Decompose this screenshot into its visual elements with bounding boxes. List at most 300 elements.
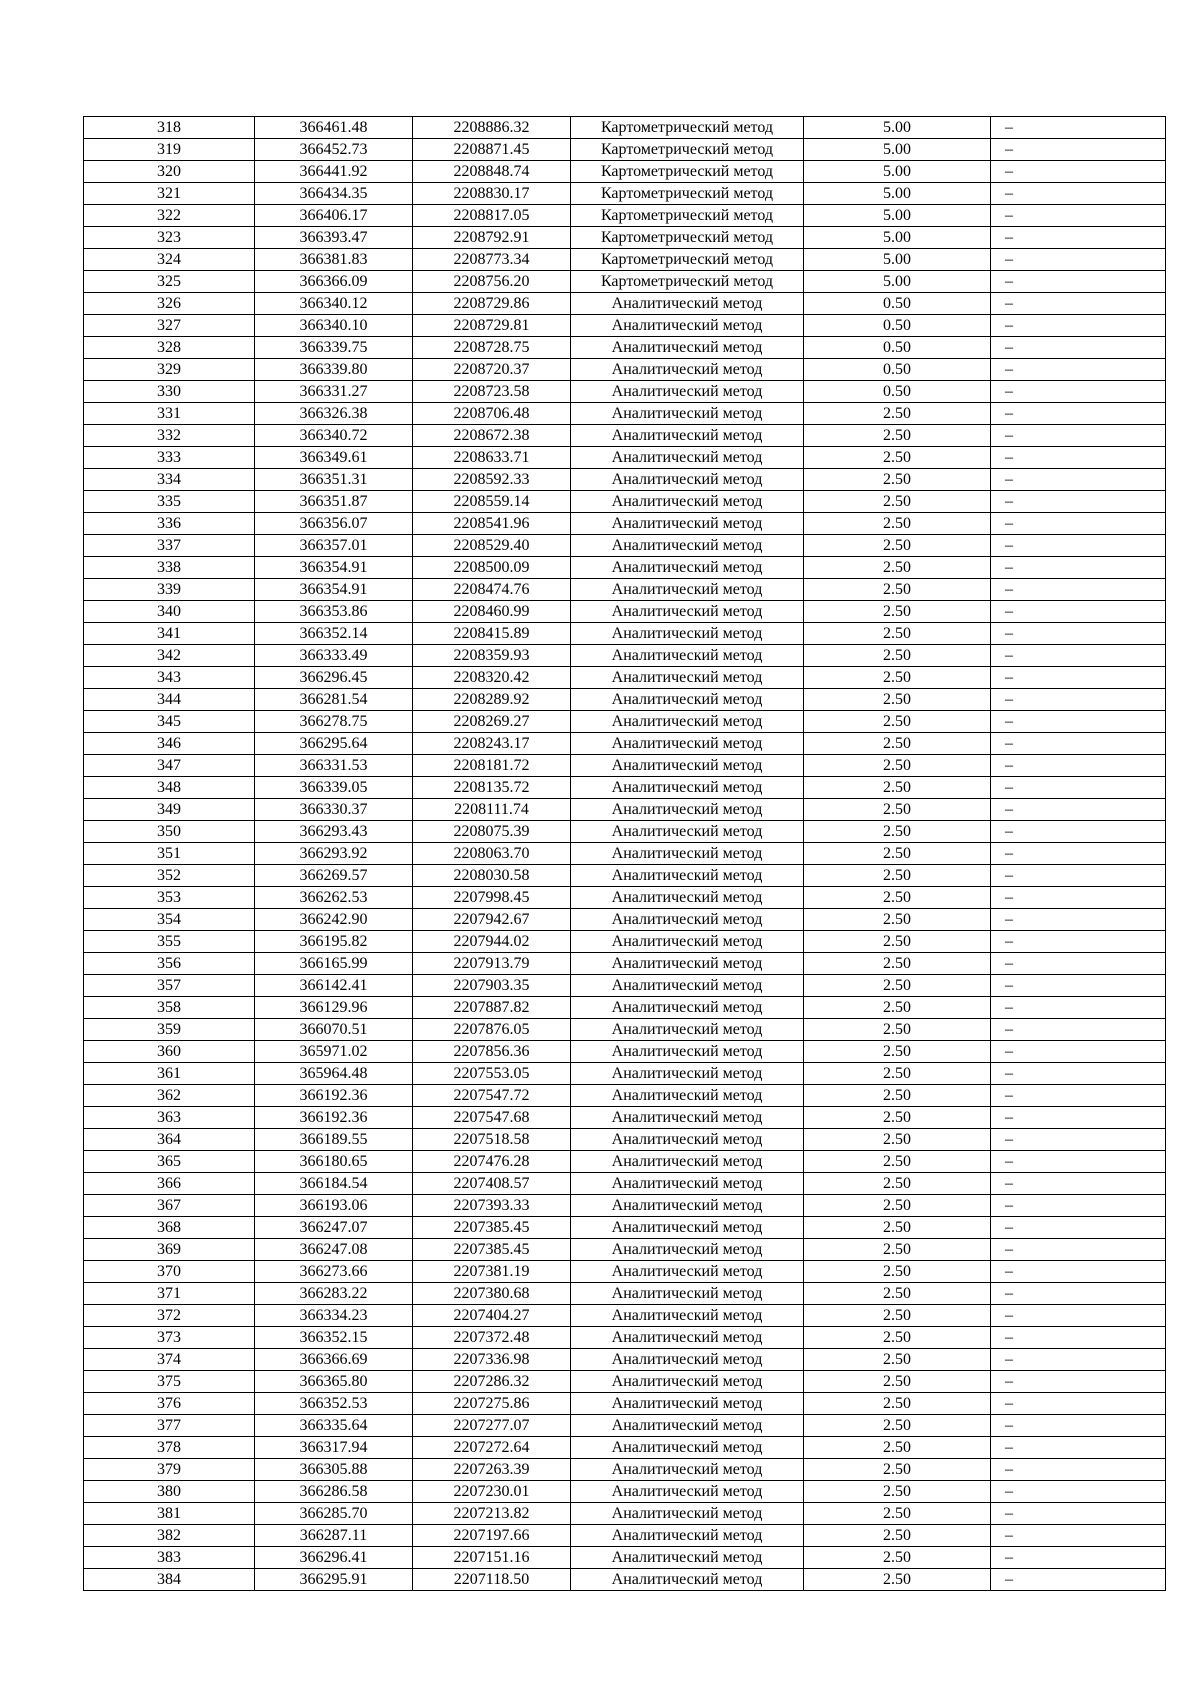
x-coordinate-cell: 366340.10 bbox=[255, 315, 413, 337]
x-coordinate-cell: 366357.01 bbox=[255, 535, 413, 557]
x-coordinate-cell: 366165.99 bbox=[255, 953, 413, 975]
description-cell: – bbox=[991, 1547, 1166, 1569]
accuracy-cell: 0.50 bbox=[804, 315, 991, 337]
accuracy-cell: 2.50 bbox=[804, 579, 991, 601]
y-coordinate-cell: 2207272.64 bbox=[413, 1437, 571, 1459]
description-cell: – bbox=[991, 645, 1166, 667]
table-row bbox=[84, 1041, 1166, 1063]
y-coordinate-cell: 2208320.42 bbox=[413, 667, 571, 689]
table-row bbox=[84, 381, 1166, 403]
description-cell: – bbox=[991, 909, 1166, 931]
x-coordinate-cell: 366192.36 bbox=[255, 1085, 413, 1107]
description-cell: – bbox=[991, 1195, 1166, 1217]
point-number-cell: 372 bbox=[84, 1305, 255, 1327]
document-page bbox=[83, 116, 1165, 1591]
x-coordinate-cell: 366461.48 bbox=[255, 117, 413, 139]
table-row bbox=[84, 821, 1166, 843]
x-coordinate-cell: 366366.09 bbox=[255, 271, 413, 293]
x-coordinate-cell: 366242.90 bbox=[255, 909, 413, 931]
y-coordinate-cell: 2208729.81 bbox=[413, 315, 571, 337]
method-cell: Аналитический метод bbox=[571, 1283, 804, 1305]
description-cell: – bbox=[991, 425, 1166, 447]
table-row bbox=[84, 1525, 1166, 1547]
method-cell: Аналитический метод bbox=[571, 1217, 804, 1239]
method-cell: Аналитический метод bbox=[571, 799, 804, 821]
point-number-cell: 335 bbox=[84, 491, 255, 513]
point-number-cell: 346 bbox=[84, 733, 255, 755]
point-number-cell: 323 bbox=[84, 227, 255, 249]
description-cell: – bbox=[991, 359, 1166, 381]
table-row bbox=[84, 777, 1166, 799]
x-coordinate-cell: 366296.45 bbox=[255, 667, 413, 689]
method-cell: Аналитический метод bbox=[571, 1547, 804, 1569]
accuracy-cell: 2.50 bbox=[804, 1547, 991, 1569]
description-cell: – bbox=[991, 821, 1166, 843]
description-cell: – bbox=[991, 1327, 1166, 1349]
method-cell: Аналитический метод bbox=[571, 997, 804, 1019]
accuracy-cell: 2.50 bbox=[804, 403, 991, 425]
description-cell: – bbox=[991, 1283, 1166, 1305]
y-coordinate-cell: 2208181.72 bbox=[413, 755, 571, 777]
description-cell: – bbox=[991, 1173, 1166, 1195]
accuracy-cell: 5.00 bbox=[804, 205, 991, 227]
accuracy-cell: 2.50 bbox=[804, 1481, 991, 1503]
point-number-cell: 371 bbox=[84, 1283, 255, 1305]
description-cell: – bbox=[991, 293, 1166, 315]
table-row bbox=[84, 865, 1166, 887]
point-number-cell: 358 bbox=[84, 997, 255, 1019]
x-coordinate-cell: 366441.92 bbox=[255, 161, 413, 183]
y-coordinate-cell: 2208706.48 bbox=[413, 403, 571, 425]
accuracy-cell: 2.50 bbox=[804, 667, 991, 689]
table-row bbox=[84, 469, 1166, 491]
table-row bbox=[84, 1393, 1166, 1415]
accuracy-cell: 5.00 bbox=[804, 139, 991, 161]
table-row bbox=[84, 623, 1166, 645]
x-coordinate-cell: 366192.36 bbox=[255, 1107, 413, 1129]
description-cell: – bbox=[991, 1503, 1166, 1525]
accuracy-cell: 5.00 bbox=[804, 117, 991, 139]
point-number-cell: 336 bbox=[84, 513, 255, 535]
point-number-cell: 380 bbox=[84, 1481, 255, 1503]
table-row bbox=[84, 139, 1166, 161]
x-coordinate-cell: 366352.15 bbox=[255, 1327, 413, 1349]
y-coordinate-cell: 2208500.09 bbox=[413, 557, 571, 579]
description-cell: – bbox=[991, 1041, 1166, 1063]
method-cell: Аналитический метод bbox=[571, 513, 804, 535]
table-row bbox=[84, 337, 1166, 359]
table-row bbox=[84, 667, 1166, 689]
point-number-cell: 328 bbox=[84, 337, 255, 359]
y-coordinate-cell: 2208886.32 bbox=[413, 117, 571, 139]
method-cell: Аналитический метод bbox=[571, 601, 804, 623]
y-coordinate-cell: 2208720.37 bbox=[413, 359, 571, 381]
accuracy-cell: 2.50 bbox=[804, 601, 991, 623]
y-coordinate-cell: 2208848.74 bbox=[413, 161, 571, 183]
x-coordinate-cell: 366070.51 bbox=[255, 1019, 413, 1041]
method-cell: Аналитический метод bbox=[571, 711, 804, 733]
description-cell: – bbox=[991, 1261, 1166, 1283]
description-cell: – bbox=[991, 469, 1166, 491]
description-cell: – bbox=[991, 557, 1166, 579]
method-cell: Аналитический метод bbox=[571, 1481, 804, 1503]
point-number-cell: 345 bbox=[84, 711, 255, 733]
accuracy-cell: 2.50 bbox=[804, 1107, 991, 1129]
description-cell: – bbox=[991, 1459, 1166, 1481]
method-cell: Картометрический метод bbox=[571, 271, 804, 293]
point-number-cell: 350 bbox=[84, 821, 255, 843]
point-number-cell: 357 bbox=[84, 975, 255, 997]
table-row bbox=[84, 1217, 1166, 1239]
table-row bbox=[84, 1415, 1166, 1437]
description-cell: – bbox=[991, 535, 1166, 557]
method-cell: Аналитический метод bbox=[571, 777, 804, 799]
table-row bbox=[84, 293, 1166, 315]
point-number-cell: 361 bbox=[84, 1063, 255, 1085]
point-number-cell: 324 bbox=[84, 249, 255, 271]
point-number-cell: 344 bbox=[84, 689, 255, 711]
y-coordinate-cell: 2207393.33 bbox=[413, 1195, 571, 1217]
y-coordinate-cell: 2207381.19 bbox=[413, 1261, 571, 1283]
table-row bbox=[84, 161, 1166, 183]
table-row bbox=[84, 1151, 1166, 1173]
point-number-cell: 360 bbox=[84, 1041, 255, 1063]
accuracy-cell: 5.00 bbox=[804, 227, 991, 249]
accuracy-cell: 2.50 bbox=[804, 997, 991, 1019]
x-coordinate-cell: 366305.88 bbox=[255, 1459, 413, 1481]
table-row bbox=[84, 1503, 1166, 1525]
method-cell: Аналитический метод bbox=[571, 887, 804, 909]
accuracy-cell: 2.50 bbox=[804, 1019, 991, 1041]
point-number-cell: 334 bbox=[84, 469, 255, 491]
description-cell: – bbox=[991, 271, 1166, 293]
accuracy-cell: 2.50 bbox=[804, 777, 991, 799]
y-coordinate-cell: 2207408.57 bbox=[413, 1173, 571, 1195]
method-cell: Аналитический метод bbox=[571, 579, 804, 601]
table-row bbox=[84, 249, 1166, 271]
point-number-cell: 378 bbox=[84, 1437, 255, 1459]
accuracy-cell: 2.50 bbox=[804, 1239, 991, 1261]
table-row bbox=[84, 1063, 1166, 1085]
x-coordinate-cell: 366326.38 bbox=[255, 403, 413, 425]
method-cell: Аналитический метод bbox=[571, 865, 804, 887]
method-cell: Аналитический метод bbox=[571, 447, 804, 469]
table-row bbox=[84, 909, 1166, 931]
method-cell: Аналитический метод bbox=[571, 359, 804, 381]
x-coordinate-cell: 366317.94 bbox=[255, 1437, 413, 1459]
method-cell: Картометрический метод bbox=[571, 117, 804, 139]
method-cell: Аналитический метод bbox=[571, 1415, 804, 1437]
accuracy-cell: 2.50 bbox=[804, 491, 991, 513]
y-coordinate-cell: 2207856.36 bbox=[413, 1041, 571, 1063]
y-coordinate-cell: 2207277.07 bbox=[413, 1415, 571, 1437]
x-coordinate-cell: 366381.83 bbox=[255, 249, 413, 271]
x-coordinate-cell: 366293.92 bbox=[255, 843, 413, 865]
method-cell: Аналитический метод bbox=[571, 425, 804, 447]
y-coordinate-cell: 2207118.50 bbox=[413, 1569, 571, 1591]
point-number-cell: 370 bbox=[84, 1261, 255, 1283]
method-cell: Аналитический метод bbox=[571, 931, 804, 953]
method-cell: Аналитический метод bbox=[571, 667, 804, 689]
point-number-cell: 354 bbox=[84, 909, 255, 931]
table-row bbox=[84, 447, 1166, 469]
point-number-cell: 330 bbox=[84, 381, 255, 403]
x-coordinate-cell: 366295.64 bbox=[255, 733, 413, 755]
x-coordinate-cell: 366262.53 bbox=[255, 887, 413, 909]
method-cell: Аналитический метод bbox=[571, 1019, 804, 1041]
point-number-cell: 352 bbox=[84, 865, 255, 887]
point-number-cell: 321 bbox=[84, 183, 255, 205]
table-row bbox=[84, 1305, 1166, 1327]
method-cell: Аналитический метод bbox=[571, 337, 804, 359]
accuracy-cell: 2.50 bbox=[804, 513, 991, 535]
y-coordinate-cell: 2207275.86 bbox=[413, 1393, 571, 1415]
table-row bbox=[84, 579, 1166, 601]
x-coordinate-cell: 366393.47 bbox=[255, 227, 413, 249]
accuracy-cell: 2.50 bbox=[804, 887, 991, 909]
method-cell: Аналитический метод bbox=[571, 403, 804, 425]
description-cell: – bbox=[991, 623, 1166, 645]
point-number-cell: 320 bbox=[84, 161, 255, 183]
description-cell: – bbox=[991, 183, 1166, 205]
description-cell: – bbox=[991, 1239, 1166, 1261]
y-coordinate-cell: 2207385.45 bbox=[413, 1217, 571, 1239]
method-cell: Аналитический метод bbox=[571, 1041, 804, 1063]
y-coordinate-cell: 2208529.40 bbox=[413, 535, 571, 557]
method-cell: Аналитический метод bbox=[571, 1063, 804, 1085]
coordinates-table bbox=[83, 116, 1166, 1591]
method-cell: Аналитический метод bbox=[571, 1503, 804, 1525]
point-number-cell: 326 bbox=[84, 293, 255, 315]
method-cell: Аналитический метод bbox=[571, 645, 804, 667]
x-coordinate-cell: 366278.75 bbox=[255, 711, 413, 733]
method-cell: Аналитический метод bbox=[571, 1239, 804, 1261]
description-cell: – bbox=[991, 1371, 1166, 1393]
y-coordinate-cell: 2207372.48 bbox=[413, 1327, 571, 1349]
method-cell: Аналитический метод bbox=[571, 953, 804, 975]
y-coordinate-cell: 2208135.72 bbox=[413, 777, 571, 799]
point-number-cell: 366 bbox=[84, 1173, 255, 1195]
description-cell: – bbox=[991, 381, 1166, 403]
x-coordinate-cell: 366365.80 bbox=[255, 1371, 413, 1393]
description-cell: – bbox=[991, 1349, 1166, 1371]
accuracy-cell: 2.50 bbox=[804, 865, 991, 887]
point-number-cell: 368 bbox=[84, 1217, 255, 1239]
accuracy-cell: 2.50 bbox=[804, 1305, 991, 1327]
point-number-cell: 347 bbox=[84, 755, 255, 777]
y-coordinate-cell: 2207547.72 bbox=[413, 1085, 571, 1107]
y-coordinate-cell: 2207404.27 bbox=[413, 1305, 571, 1327]
method-cell: Аналитический метод bbox=[571, 1195, 804, 1217]
accuracy-cell: 2.50 bbox=[804, 755, 991, 777]
point-number-cell: 376 bbox=[84, 1393, 255, 1415]
table-row bbox=[84, 403, 1166, 425]
y-coordinate-cell: 2208415.89 bbox=[413, 623, 571, 645]
point-number-cell: 369 bbox=[84, 1239, 255, 1261]
y-coordinate-cell: 2208460.99 bbox=[413, 601, 571, 623]
x-coordinate-cell: 366339.80 bbox=[255, 359, 413, 381]
x-coordinate-cell: 366354.91 bbox=[255, 557, 413, 579]
accuracy-cell: 2.50 bbox=[804, 623, 991, 645]
x-coordinate-cell: 366193.06 bbox=[255, 1195, 413, 1217]
description-cell: – bbox=[991, 1151, 1166, 1173]
y-coordinate-cell: 2208289.92 bbox=[413, 689, 571, 711]
y-coordinate-cell: 2208633.71 bbox=[413, 447, 571, 469]
description-cell: – bbox=[991, 1019, 1166, 1041]
table-row bbox=[84, 227, 1166, 249]
method-cell: Аналитический метод bbox=[571, 491, 804, 513]
description-cell: – bbox=[991, 1525, 1166, 1547]
x-coordinate-cell: 366281.54 bbox=[255, 689, 413, 711]
accuracy-cell: 2.50 bbox=[804, 535, 991, 557]
accuracy-cell: 2.50 bbox=[804, 425, 991, 447]
x-coordinate-cell: 366142.41 bbox=[255, 975, 413, 997]
method-cell: Аналитический метод bbox=[571, 1129, 804, 1151]
point-number-cell: 338 bbox=[84, 557, 255, 579]
method-cell: Аналитический метод bbox=[571, 755, 804, 777]
x-coordinate-cell: 366285.70 bbox=[255, 1503, 413, 1525]
accuracy-cell: 2.50 bbox=[804, 1437, 991, 1459]
y-coordinate-cell: 2208792.91 bbox=[413, 227, 571, 249]
table-row bbox=[84, 117, 1166, 139]
accuracy-cell: 2.50 bbox=[804, 1415, 991, 1437]
table-row bbox=[84, 887, 1166, 909]
method-cell: Аналитический метод bbox=[571, 1349, 804, 1371]
point-number-cell: 359 bbox=[84, 1019, 255, 1041]
x-coordinate-cell: 365971.02 bbox=[255, 1041, 413, 1063]
point-number-cell: 319 bbox=[84, 139, 255, 161]
x-coordinate-cell: 366334.23 bbox=[255, 1305, 413, 1327]
method-cell: Аналитический метод bbox=[571, 909, 804, 931]
table-row bbox=[84, 1349, 1166, 1371]
y-coordinate-cell: 2208030.58 bbox=[413, 865, 571, 887]
method-cell: Аналитический метод bbox=[571, 821, 804, 843]
y-coordinate-cell: 2208559.14 bbox=[413, 491, 571, 513]
table-row bbox=[84, 975, 1166, 997]
point-number-cell: 356 bbox=[84, 953, 255, 975]
method-cell: Аналитический метод bbox=[571, 1371, 804, 1393]
y-coordinate-cell: 2208269.27 bbox=[413, 711, 571, 733]
description-cell: – bbox=[991, 579, 1166, 601]
x-coordinate-cell: 366283.22 bbox=[255, 1283, 413, 1305]
x-coordinate-cell: 366339.75 bbox=[255, 337, 413, 359]
description-cell: – bbox=[991, 403, 1166, 425]
description-cell: – bbox=[991, 1415, 1166, 1437]
y-coordinate-cell: 2208243.17 bbox=[413, 733, 571, 755]
x-coordinate-cell: 366356.07 bbox=[255, 513, 413, 535]
point-number-cell: 325 bbox=[84, 271, 255, 293]
accuracy-cell: 2.50 bbox=[804, 843, 991, 865]
description-cell: – bbox=[991, 865, 1166, 887]
y-coordinate-cell: 2207998.45 bbox=[413, 887, 571, 909]
table-row bbox=[84, 1481, 1166, 1503]
x-coordinate-cell: 366129.96 bbox=[255, 997, 413, 1019]
x-coordinate-cell: 366247.07 bbox=[255, 1217, 413, 1239]
table-row bbox=[84, 315, 1166, 337]
table-row bbox=[84, 1129, 1166, 1151]
y-coordinate-cell: 2208063.70 bbox=[413, 843, 571, 865]
table-row bbox=[84, 1261, 1166, 1283]
table-row bbox=[84, 931, 1166, 953]
y-coordinate-cell: 2207887.82 bbox=[413, 997, 571, 1019]
point-number-cell: 331 bbox=[84, 403, 255, 425]
x-coordinate-cell: 366340.12 bbox=[255, 293, 413, 315]
x-coordinate-cell: 366273.66 bbox=[255, 1261, 413, 1283]
table-row bbox=[84, 843, 1166, 865]
accuracy-cell: 2.50 bbox=[804, 1569, 991, 1591]
x-coordinate-cell: 366340.72 bbox=[255, 425, 413, 447]
method-cell: Картометрический метод bbox=[571, 139, 804, 161]
table-row bbox=[84, 601, 1166, 623]
x-coordinate-cell: 365964.48 bbox=[255, 1063, 413, 1085]
table-row bbox=[84, 645, 1166, 667]
accuracy-cell: 2.50 bbox=[804, 1349, 991, 1371]
accuracy-cell: 2.50 bbox=[804, 557, 991, 579]
point-number-cell: 377 bbox=[84, 1415, 255, 1437]
accuracy-cell: 0.50 bbox=[804, 359, 991, 381]
point-number-cell: 322 bbox=[84, 205, 255, 227]
y-coordinate-cell: 2207942.67 bbox=[413, 909, 571, 931]
description-cell: – bbox=[991, 1107, 1166, 1129]
method-cell: Аналитический метод bbox=[571, 1151, 804, 1173]
table-row bbox=[84, 1569, 1166, 1591]
description-cell: – bbox=[991, 601, 1166, 623]
x-coordinate-cell: 366293.43 bbox=[255, 821, 413, 843]
point-number-cell: 333 bbox=[84, 447, 255, 469]
method-cell: Аналитический метод bbox=[571, 1107, 804, 1129]
point-number-cell: 339 bbox=[84, 579, 255, 601]
table-row bbox=[84, 799, 1166, 821]
accuracy-cell: 2.50 bbox=[804, 1063, 991, 1085]
description-cell: – bbox=[991, 337, 1166, 359]
accuracy-cell: 2.50 bbox=[804, 1503, 991, 1525]
table-row bbox=[84, 271, 1166, 293]
point-number-cell: 362 bbox=[84, 1085, 255, 1107]
table-row bbox=[84, 997, 1166, 1019]
method-cell: Аналитический метод bbox=[571, 975, 804, 997]
y-coordinate-cell: 2207476.28 bbox=[413, 1151, 571, 1173]
method-cell: Картометрический метод bbox=[571, 161, 804, 183]
table-row bbox=[84, 1085, 1166, 1107]
y-coordinate-cell: 2207213.82 bbox=[413, 1503, 571, 1525]
table-row bbox=[84, 733, 1166, 755]
table-row bbox=[84, 689, 1166, 711]
accuracy-cell: 2.50 bbox=[804, 1261, 991, 1283]
y-coordinate-cell: 2207876.05 bbox=[413, 1019, 571, 1041]
accuracy-cell: 2.50 bbox=[804, 447, 991, 469]
accuracy-cell: 2.50 bbox=[804, 645, 991, 667]
description-cell: – bbox=[991, 755, 1166, 777]
description-cell: – bbox=[991, 777, 1166, 799]
point-number-cell: 355 bbox=[84, 931, 255, 953]
point-number-cell: 353 bbox=[84, 887, 255, 909]
accuracy-cell: 0.50 bbox=[804, 293, 991, 315]
y-coordinate-cell: 2208728.75 bbox=[413, 337, 571, 359]
point-number-cell: 383 bbox=[84, 1547, 255, 1569]
point-number-cell: 340 bbox=[84, 601, 255, 623]
table-row bbox=[84, 205, 1166, 227]
method-cell: Аналитический метод bbox=[571, 1327, 804, 1349]
point-number-cell: 373 bbox=[84, 1327, 255, 1349]
table-row bbox=[84, 491, 1166, 513]
method-cell: Аналитический метод bbox=[571, 1085, 804, 1107]
y-coordinate-cell: 2208723.58 bbox=[413, 381, 571, 403]
table-row bbox=[84, 1019, 1166, 1041]
description-cell: – bbox=[991, 997, 1166, 1019]
x-coordinate-cell: 366353.86 bbox=[255, 601, 413, 623]
table-row bbox=[84, 535, 1166, 557]
y-coordinate-cell: 2207553.05 bbox=[413, 1063, 571, 1085]
